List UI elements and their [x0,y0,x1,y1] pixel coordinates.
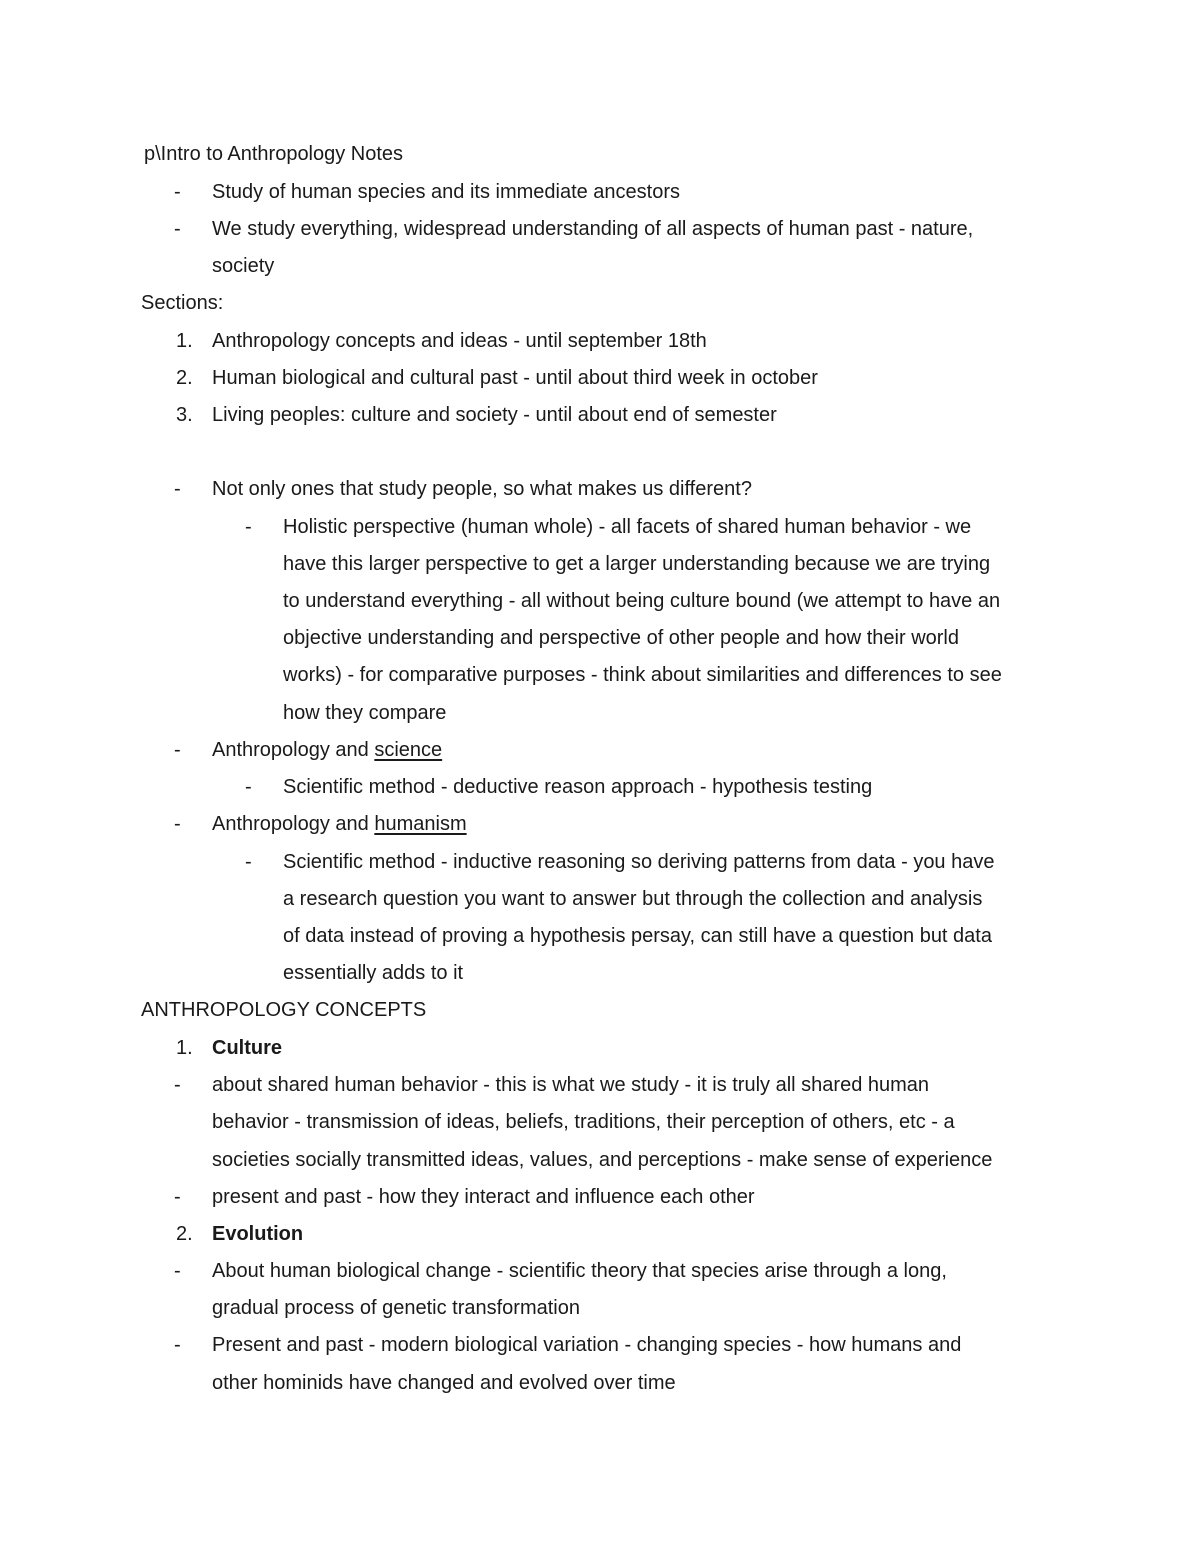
science-keyword: science [374,739,443,761]
holistic-text: have this larger perspective to get a larger understanding because we are trying [283,553,991,575]
intro-bullet-text: We study everything, widespread understanding of all aspects of human past - nature, [212,218,974,240]
humanism-prefix: Anthropology and [212,813,375,835]
humanism-keyword: humanism [374,813,467,835]
list-number: 2. [176,1223,193,1245]
section-item: Anthropology concepts and ideas - until september 18th [212,330,707,352]
bullet-marker: - [174,813,181,835]
list-number: 3. [176,404,193,426]
culture-label: Culture [212,1037,282,1059]
culture-text: behavior - transmission of ideas, beliefs, traditions, their perception of others, etc - a [212,1111,955,1133]
bullet-marker: - [174,181,181,203]
evolution-text: other hominids have changed and evolved over time [212,1372,676,1394]
sections-label: Sections: [141,292,224,314]
evolution-label: Evolution [212,1223,304,1245]
section-item: Human biological and cultural past - until about third week in october [212,367,818,389]
culture-text: societies socially transmitted ideas, values, and perceptions - make sense of experience [212,1149,993,1171]
sub-bullet-marker: - [245,516,252,538]
humanism-sub-text: essentially adds to it [283,962,464,984]
bullet-marker: - [174,478,181,500]
humanism-sub-text: Scientific method - inductive reasoning so deriving patterns from data - you have [283,851,995,873]
intro-bullet-text: society [212,255,275,277]
bullet-marker: - [174,1074,181,1096]
science-sub-text: Scientific method - deductive reason approach - hypothesis testing [283,776,873,798]
evolution-text: Present and past - modern biological variation - changing species - how humans and [212,1334,962,1356]
concepts-heading: ANTHROPOLOGY CONCEPTS [141,999,427,1021]
list-number: 2. [176,367,193,389]
holistic-text: Holistic perspective (human whole) - all facets of shared human behavior - we [283,516,972,538]
culture-text: about shared human behavior - this is what we study - it is truly all shared human [212,1074,930,1096]
bullet-marker: - [174,739,181,761]
bullet-marker: - [174,218,181,240]
evolution-text: About human biological change - scientific theory that species arise through a long, [212,1260,947,1282]
holistic-text: how they compare [283,702,447,724]
science-bullet [212,738,442,762]
difference-bullet: Not only ones that study people, so what makes us different? [212,478,752,500]
intro-bullet-text: Study of human species and its immediate ancestors [212,181,681,203]
evolution-text: gradual process of genetic transformation [212,1297,580,1319]
science-prefix: Anthropology and [212,739,375,761]
sub-bullet-marker: - [245,776,252,798]
sub-bullet-marker: - [245,851,252,873]
culture-text: present and past - how they interact and influence each other [212,1186,755,1208]
list-number: 1. [176,330,193,352]
list-number: 1. [176,1037,193,1059]
humanism-bullet [212,812,467,836]
holistic-text: works) - for comparative purposes - think about similarities and differences to see [283,664,1002,686]
bullet-marker: - [174,1260,181,1282]
bullet-marker: - [174,1186,181,1208]
section-item: Living peoples: culture and society - until about end of semester [212,404,777,426]
holistic-text: objective understanding and perspective of other people and how their world [283,627,959,649]
bullet-marker: - [174,1334,181,1356]
document-title: p\Intro to Anthropology Notes [144,143,404,165]
holistic-text: to understand everything - all without being culture bound (we attempt to have an [283,590,1001,612]
humanism-sub-text: a research question you want to answer but through the collection and analysis [283,888,983,910]
humanism-sub-text: of data instead of proving a hypothesis persay, can still have a question but data [283,925,992,947]
